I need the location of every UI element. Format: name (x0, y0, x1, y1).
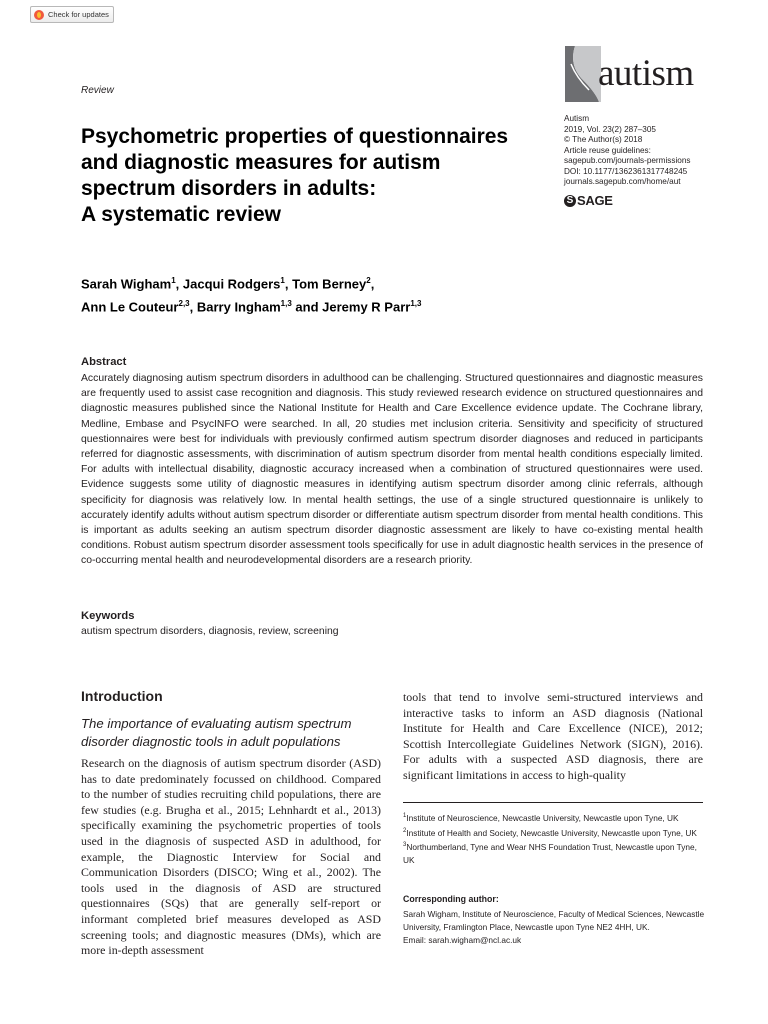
affiliation-item: $^1$Institute of Neuroscience, Newcastle University, Newcastle upon Tyne, UK (403, 812, 679, 823)
publisher-name: SAGE (577, 193, 613, 208)
title-line: and diagnostic measures for autism (81, 151, 441, 174)
permissions-link[interactable]: sagepub.com/journals-permissions (564, 156, 691, 165)
crossmark-icon (34, 10, 44, 20)
author-name: Tom Berney (292, 276, 367, 292)
volume-info: 2019, Vol. 23(2) 287–305 (564, 124, 656, 134)
journal-name: Autism (564, 114, 590, 123)
author-affiliation-ref: 1,3 (410, 299, 422, 309)
author-name: Barry Ingham (196, 299, 281, 315)
title-line: A systematic review (81, 203, 282, 226)
corresponding-email-link[interactable]: Email: sarah.wigham@ncl.ac.uk (403, 934, 522, 945)
introduction-heading: Introduction (81, 688, 163, 704)
reuse-label: Article reuse guidelines: (564, 145, 651, 155)
title-line: Psychometric properties of questionnaires (81, 125, 509, 148)
author-name: Sarah Wigham (81, 276, 172, 292)
keywords-heading: Keywords (81, 610, 135, 622)
abstract-text: Accurately diagnosing autism spectrum disorders in adulthood can be challenging. Structured questionnaires and diagnostic measures are frequently used to assist case recognition and diagnosis. This study reviewed research evidence on structured questionnaires and diagnostic measures published since the National Institute for Health and Care Excellence evidence update. The Cochrane library, Medline, Embase and PsycINFO were searched. In all, 20 studies met inclusion criteria. Sensitivity and specificity of structured questionnaires were best for individuals with previously confirmed autism spectrum disorder diagnoses and reduced in participants referred for diagnostic assessments, with discrimination of autism spectrum disorder from mental health conditions especially limited. For adults with intellectual disability, diagnostic accuracy increased when a combination of structured questionnaires were used. Evidence suggests some utility of diagnostic measures in identifying autism spectrum disorder among clinic referrals, although specificity for diagnosis was relatively low. In mental health settings, the use of a single structured questionnaire is unlikely to accurately identify adults without autism spectrum disorder or differentiate autism spectrum disorder from mental health conditions. This is important as adults seeking an autism spectrum disorder diagnostic assessment are likely to have co-existing mental health conditions. Robust autism spectrum disorder assessment tools specifically for use in adult diagnostic health services in the presence of co-occurring mental health and neurodevelopmental disorders are a research priority. (81, 373, 703, 567)
author-name: Jacqui Rodgers (182, 276, 281, 292)
article-type-label: Review (81, 85, 114, 96)
author-affiliation-ref: 1,3 (280, 299, 292, 309)
copyright: © The Author(s) 2018 (564, 135, 643, 144)
introduction-subheading: The importance of evaluating autism spectrum disorder diagnostic tools in adult populations (81, 716, 352, 749)
author-affiliation-ref: 2 (366, 276, 371, 285)
sage-s-icon: S (564, 195, 576, 207)
body-text-left-column: Research on the diagnosis of autism spectrum disorder (ASD) has to date predominately focussed on childhood. Compared to the number of studies recruiting child populations, there are few studies (e.g. Brugha et al., 2015; Lehnhardt et al., 2013) specifically examining the psychometric properties of tools used in the diagnosis of suspected ASD in adulthood, for example, the Diagnostic Interview for Social and Communication Disorders (DISCO; Wing et al., 2002). The tools used in the diagnosis of ASD are structured questionnaires (SQs) that are generally self-report or informant completed brief measures developed as ASD screening tools; and diagnostic measures (DMs), which are more in-depth assessment (81, 756, 381, 958)
journal-logo-mark-icon (561, 44, 601, 102)
check-for-updates-label: Check for updates (48, 10, 109, 19)
author-list: Sarah Wigham$^1$, Jacqui Rodgers$^1$, Tom Berney$^2$, Ann Le Couteur$^{2,3}$, Barry Ingham$^{1,3}$ and Jeremy R Parr$^{1,3}$ (81, 276, 422, 315)
corresponding-author-heading: Corresponding author: (403, 894, 499, 904)
corresponding-author-details (403, 908, 708, 946)
keywords-text: autism spectrum disorders, diagnosis, review, screening (81, 626, 339, 637)
doi-link[interactable]: DOI: 10.1177/1362361317748245 (564, 166, 688, 176)
affiliations (403, 810, 708, 866)
author-affiliation-ref: 1 (280, 276, 285, 285)
article-title (81, 124, 551, 228)
journal-homepage-link[interactable]: journals.sagepub.com/home/aut (564, 177, 681, 186)
affiliation-item: $^3$Northumberland, Tyne and Wear NHS Foundation Trust, Newcastle upon Tyne, UK (403, 841, 697, 865)
abstract-heading: Abstract (81, 356, 127, 368)
body-text-right-column: tools that tend to involve semi-structured interviews and interactive tasks to inform an ASD diagnosis (National Institute for Health and Care Excellence (NICE), 2012; Scottish Intercollegiate Guidelines Network (SIGN), 2016). For adults with a suspected ASD diagnosis, there are significant limitations in access to high-quality (403, 690, 703, 782)
journal-logo-text: autism (598, 53, 694, 94)
check-for-updates-button[interactable] (30, 6, 114, 23)
footnote-divider (403, 802, 703, 803)
affiliation-item: $^2$Institute of Health and Society, Newcastle University, Newcastle upon Tyne, UK (403, 827, 697, 838)
author-affiliation-ref: 1 (171, 276, 176, 285)
journal-metadata (564, 114, 691, 188)
title-line: spectrum disorders in adults: (81, 177, 377, 200)
publisher-logo (564, 193, 613, 208)
corresponding-address: Sarah Wigham, Institute of Neuroscience, Faculty of Medical Sciences, Newcastle University, Framlington Place, Newcastle upon Tyne NE2 4HH, UK. (403, 909, 705, 932)
author-name: Jeremy R Parr (322, 299, 411, 315)
author-name: Ann Le Couteur (81, 299, 179, 315)
author-affiliation-ref: 2,3 (178, 299, 190, 309)
